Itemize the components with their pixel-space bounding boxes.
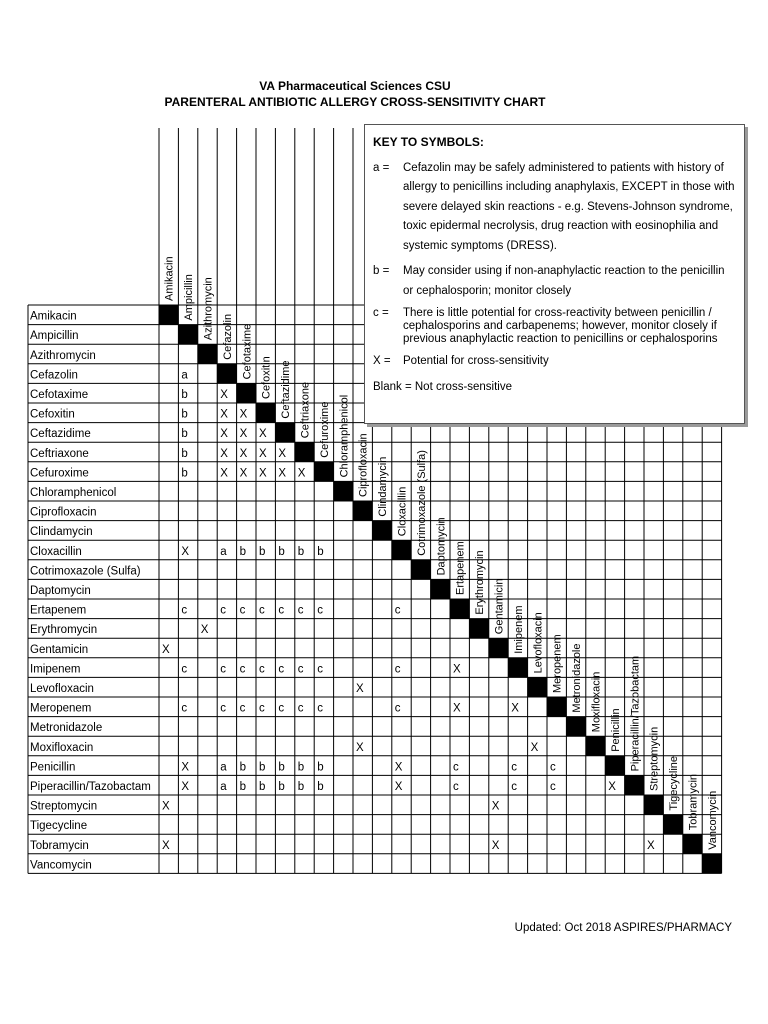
row-label: Tigecycline [30, 820, 88, 833]
matrix-cell-symbol: b [317, 781, 324, 793]
matrix-cell-symbol: a [220, 781, 227, 793]
key-symbol: a = [373, 161, 390, 174]
column-header-label: Gentamicin [493, 578, 506, 635]
diagonal-cell [411, 560, 430, 580]
matrix-cell-symbol: c [181, 663, 188, 676]
key-text: May consider using if non-anaphylactic reaction to the penicillin or cephalosporin; monitor closely [403, 265, 725, 297]
diagonal-cell [334, 481, 353, 501]
matrix-cell-symbol: c [511, 781, 517, 793]
title-line-2: PARENTERAL ANTIBIOTIC ALLERGY CROSS-SENSITIVITY CHART [164, 95, 546, 109]
column-header-label: Cefuroxime [318, 401, 331, 458]
matrix-cell-symbol: X [394, 781, 403, 793]
column-header-label: Ciprofloxacin [357, 433, 370, 497]
matrix-cell-symbol: b [181, 389, 188, 401]
row-label: Levofloxacin [30, 683, 94, 695]
matrix-cell-symbol: X [356, 741, 364, 754]
diagonal-cell [508, 658, 527, 678]
row-label: Amikacin [30, 310, 77, 323]
column-header-label: Metronidazole [571, 643, 584, 713]
column-header-label: Imipenem [512, 605, 525, 654]
matrix-cell-symbol: b [259, 545, 266, 558]
diagonal-cell [528, 677, 547, 697]
column-header-label: Amikacin [163, 256, 176, 301]
column-header-label: Piperacillin/Tazobactam [629, 655, 642, 772]
matrix-cell-symbol: X [162, 643, 170, 656]
column-header-label: Cotrimoxazole (Sulfa) [415, 450, 428, 556]
row-label: Gentamicin [30, 643, 89, 656]
matrix-cell-symbol: X [453, 663, 461, 676]
matrix-cell-symbol: c [239, 604, 246, 617]
key-symbol: b = [373, 265, 390, 277]
matrix-cell-symbol: b [181, 408, 188, 421]
diagonal-cell [663, 815, 682, 835]
row-label: Imipenem [30, 663, 81, 676]
row-label: Ertapenem [30, 604, 87, 617]
key-to-symbols-box [364, 124, 745, 424]
key-item-a [373, 159, 736, 257]
matrix-cell-symbol: c [317, 702, 323, 715]
matrix-cell-symbol: X [181, 761, 190, 774]
diagonal-cell [159, 305, 178, 325]
matrix-cell-symbol: c [297, 702, 304, 715]
matrix-cell-symbol: X [453, 702, 461, 715]
diagonal-cell [489, 638, 508, 658]
matrix-cell-symbol: X [239, 467, 248, 480]
key-heading: KEY TO SYMBOLS: [373, 135, 484, 149]
matrix-cell-symbol: b [297, 545, 305, 558]
row-label: Meropenem [30, 702, 92, 715]
matrix-cell-symbol: c [394, 604, 401, 617]
key-text: Potential for cross-sensitivity [403, 355, 549, 367]
column-header-label: Cefoxitin [260, 356, 273, 399]
column-header-label: Tigecycline [668, 755, 681, 811]
matrix-cell-symbol: X [491, 800, 500, 813]
diagonal-cell [644, 795, 663, 815]
matrix-cell-symbol: X [259, 467, 267, 480]
matrix-cell-symbol: X [647, 839, 655, 852]
diagonal-cell [198, 344, 217, 364]
matrix-cell-symbol: X [511, 702, 519, 715]
matrix-cell-symbol: b [259, 781, 266, 793]
column-header-label: Cefazolin [221, 313, 234, 360]
diagonal-cell [683, 834, 702, 854]
diagonal-cell [469, 619, 488, 639]
diagonal-cell [372, 521, 391, 541]
matrix-cell-symbol: c [181, 702, 188, 715]
column-header-label: Azithromycin [202, 277, 215, 341]
diagonal-cell [605, 756, 624, 776]
key-text: Cefazolin may be safely administered to patients with history of allergy to penicillins including anaphylaxis, EXCEPT in those with severe delayed skin reactions - e.g. Stevens-Johnson syndrome, toxic epidermal necrolysis, drug reaction with eosinophilia and systemic symptoms (DRESS). [403, 161, 735, 252]
matrix-cell-symbol: X [220, 389, 228, 401]
matrix-cell-symbol: X [239, 428, 248, 441]
matrix-cell-symbol: c [297, 663, 304, 676]
row-label: Cefotaxime [30, 389, 89, 401]
row-label: Cotrimoxazole (Sulfa) [30, 565, 141, 578]
column-header-label: Vancomycin [706, 790, 719, 850]
matrix-cell-symbol: b [239, 761, 247, 774]
diagonal-cell [295, 442, 314, 462]
row-label: Piperacillin/Tazobactam [30, 781, 151, 793]
matrix-cell-symbol: X [297, 467, 306, 480]
column-header-label: Erythromycin [474, 550, 487, 615]
diagonal-cell [450, 599, 469, 619]
key-symbol: X = [373, 355, 391, 367]
diagonal-cell [353, 501, 372, 521]
row-label: Erythromycin [30, 624, 98, 637]
matrix-cell-symbol: b [297, 761, 305, 774]
matrix-cell-symbol: X [394, 761, 403, 774]
matrix-cell-symbol: b [259, 761, 266, 774]
matrix-cell-symbol: X [608, 781, 616, 793]
matrix-cell-symbol: X [220, 428, 228, 441]
title-line-1: VA Pharmaceutical Sciences CSU [259, 79, 451, 93]
column-header-label: Clindamycin [377, 456, 390, 517]
matrix-cell-symbol: c [259, 604, 265, 617]
matrix-cell-symbol: b [181, 467, 188, 480]
row-label: Daptomycin [30, 585, 91, 597]
row-label: Ceftriaxone [30, 447, 89, 460]
key-item-b [373, 262, 736, 301]
row-label: Metronidazole [30, 722, 103, 735]
matrix-cell-symbol: X [239, 447, 248, 460]
matrix-cell-symbol: X [162, 800, 170, 813]
matrix-cell-symbol: c [550, 761, 556, 774]
column-header-label: Ceftriaxone [299, 381, 312, 439]
column-header-label: Moxifloxacin [590, 671, 603, 733]
matrix-cell-symbol: c [278, 663, 285, 676]
column-header-label: Tobramycin [687, 773, 700, 831]
diagonal-cell [547, 697, 566, 717]
column-header-label: Levofloxacin [532, 612, 545, 674]
matrix-cell-symbol: c [297, 604, 304, 617]
column-header-label: Streptomycin [648, 726, 661, 791]
row-label: Tobramycin [30, 839, 89, 852]
diagonal-cell [217, 364, 236, 384]
column-header-label: Ceftazidime [280, 360, 293, 419]
matrix-cell-symbol: c [453, 761, 459, 774]
matrix-cell-symbol: c [181, 604, 188, 617]
matrix-cell-symbol: X [220, 467, 228, 480]
matrix-cell-symbol: c [317, 663, 323, 676]
matrix-cell-symbol: b [278, 761, 285, 774]
matrix-cell-symbol: c [394, 702, 401, 715]
key-item-c [373, 307, 736, 346]
diagonal-cell [702, 854, 721, 874]
matrix-cell-symbol: c [220, 604, 226, 617]
matrix-cell-symbol: c [220, 663, 226, 676]
matrix-cell-symbol: X [239, 408, 248, 421]
matrix-cell-symbol: X [278, 447, 287, 460]
column-header-label: Cefotaxime [241, 323, 254, 380]
matrix-cell-symbol: X [356, 683, 364, 695]
matrix-cell-symbol: c [394, 663, 401, 676]
row-label: Streptomycin [30, 800, 98, 813]
matrix-cell-symbol: c [278, 604, 285, 617]
matrix-cell-symbol: c [453, 781, 459, 793]
matrix-cell-symbol: X [491, 839, 500, 852]
matrix-cell-symbol: c [259, 663, 265, 676]
diagonal-cell [237, 383, 256, 403]
matrix-cell-symbol: c [239, 663, 246, 676]
matrix-cell-symbol: b [181, 428, 188, 441]
key-text: Blank = Not cross-sensitive [373, 380, 513, 393]
diagonal-cell [625, 775, 644, 795]
column-header-label: Daptomycin [435, 517, 448, 576]
matrix-cell-symbol: c [550, 781, 556, 793]
matrix-cell-symbol: a [181, 369, 188, 382]
diagonal-cell [392, 540, 411, 560]
key-item-x [373, 352, 736, 372]
row-label: Moxifloxacin [30, 741, 94, 754]
row-label: Ciprofloxacin [30, 506, 97, 519]
matrix-cell-symbol: b [297, 781, 305, 793]
diagonal-cell [178, 325, 197, 345]
matrix-cell-symbol: X [200, 624, 209, 637]
row-label: Cloxacillin [30, 545, 82, 558]
matrix-cell-symbol: X [220, 408, 228, 421]
row-label: Chloramphenicol [30, 487, 117, 499]
matrix-cell-symbol: b [317, 761, 324, 774]
key-symbol: c = [373, 307, 389, 319]
column-header-label: Ertapenem [454, 541, 467, 595]
matrix-cell-symbol: X [220, 447, 228, 460]
diagonal-cell [256, 403, 275, 423]
row-label: Cefazolin [30, 369, 78, 382]
row-label: Clindamycin [30, 526, 93, 539]
matrix-cell-symbol: c [317, 604, 323, 617]
matrix-cell-symbol: b [181, 447, 188, 460]
matrix-cell-symbol: X [530, 741, 539, 754]
matrix-cell-symbol: b [278, 545, 285, 558]
matrix-cell-symbol: c [278, 702, 285, 715]
key-item-blank [373, 378, 736, 398]
column-header-label: Penicillin [609, 708, 622, 752]
matrix-cell-symbol: c [259, 702, 265, 715]
row-label: Ampicillin [30, 330, 79, 343]
matrix-cell-symbol: X [181, 781, 190, 793]
matrix-cell-symbol: c [511, 761, 517, 774]
column-header-label: Chloramphenicol [338, 394, 351, 478]
matrix-cell-symbol: b [239, 781, 247, 793]
row-label: Azithromycin [30, 349, 96, 362]
diagonal-cell [566, 717, 585, 737]
matrix-cell-symbol: X [278, 467, 287, 480]
column-header-label: Cloxacillin [396, 486, 409, 537]
row-label: Penicillin [30, 761, 76, 774]
key-text: There is little potential for cross-reactivity between penicillin / cephalosporins and carbapenems; however, monitor closely if previous anaphylactic reaction to penicillins or cephalosporins [403, 307, 718, 345]
diagonal-cell [275, 423, 294, 443]
updated-footer: Updated: Oct 2018 ASPIRES/PHARMACY [514, 922, 732, 934]
matrix-cell-symbol: a [220, 545, 227, 558]
matrix-cell-symbol: c [220, 702, 226, 715]
matrix-cell-symbol: X [162, 839, 170, 852]
column-header-label: Ampicillin [183, 274, 196, 321]
matrix-cell-symbol: X [259, 428, 267, 441]
matrix-cell-symbol: X [259, 447, 267, 460]
matrix-cell-symbol: b [278, 781, 285, 793]
matrix-cell-symbol: b [317, 545, 324, 558]
diagonal-cell [431, 579, 450, 599]
diagonal-cell [586, 736, 605, 756]
matrix-cell-symbol: a [220, 761, 227, 774]
matrix-cell-symbol: c [239, 702, 246, 715]
column-header-label: Meropenem [551, 634, 564, 693]
row-label: Cefoxitin [30, 408, 75, 421]
row-label: Cefuroxime [30, 467, 89, 480]
matrix-cell-symbol: X [181, 545, 190, 558]
matrix-cell-symbol: b [239, 545, 247, 558]
row-label: Ceftazidime [30, 428, 91, 441]
row-label: Vancomycin [30, 859, 92, 872]
diagonal-cell [314, 462, 333, 482]
